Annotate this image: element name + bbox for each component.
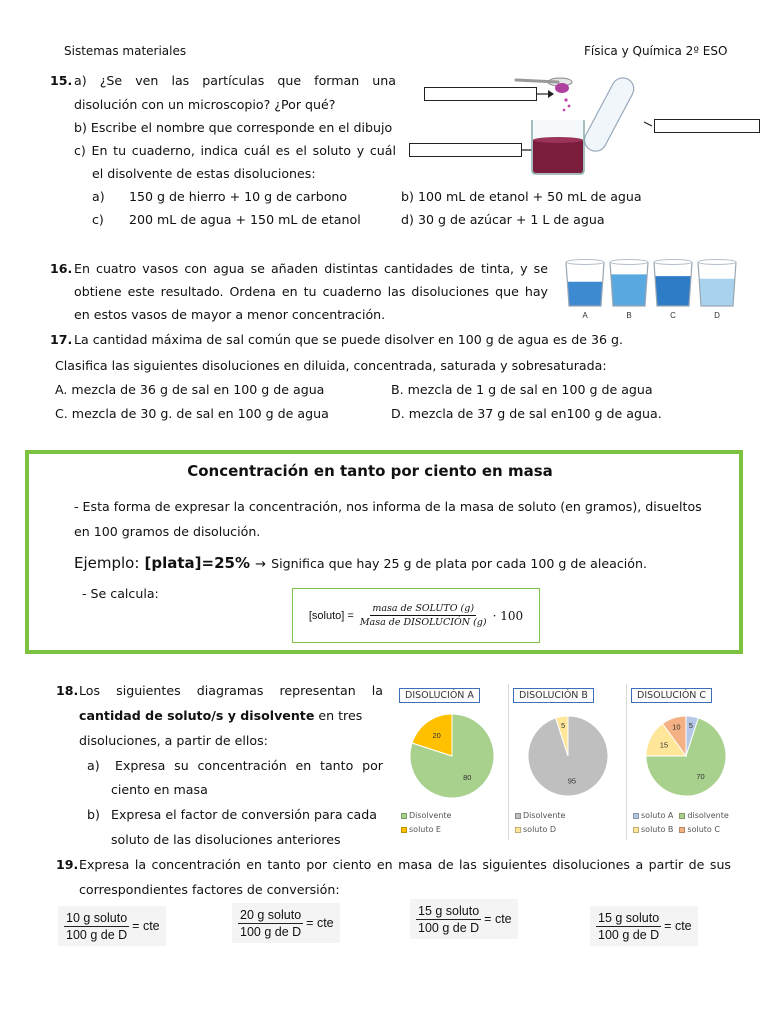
pie-chart-svg <box>627 708 745 808</box>
pie-slice-label: 95 <box>567 776 577 786</box>
cup-b <box>610 260 648 321</box>
pie-panel-3 <box>627 684 745 840</box>
legend-item <box>401 825 441 834</box>
q15-item-c-label: c) <box>92 212 104 227</box>
q18-line1: Los siguientes diagramas representan la <box>79 683 383 698</box>
q15-b: b) Escribe el nombre que corresponde en el dibujo <box>74 120 393 135</box>
pie-slice-label: 5 <box>688 721 693 731</box>
q15-item-d: d) 30 g de azúcar + 1 L de agua <box>401 212 605 227</box>
ink-cups-illustration <box>562 258 742 322</box>
q16-line1: En cuatro vasos con agua se añaden distintas cantidades de tinta, y se <box>74 261 548 276</box>
header-left: Sistemas materiales <box>64 44 187 58</box>
legend-label: Disolvente <box>523 811 566 820</box>
header-right: Física y Química 2º ESO <box>584 44 728 58</box>
q18-a-line1: Expresa su concentración en tanto por <box>115 758 383 773</box>
pie-legend-row <box>401 824 447 836</box>
pie-slice-label: 80 <box>463 773 472 783</box>
conversion-factor-4 <box>590 906 698 946</box>
q18-a-line2: ciento en masa <box>111 782 208 797</box>
cup-liquid <box>611 274 647 306</box>
conversion-factor-3 <box>410 899 518 939</box>
pie-title: DISOLUCIÓN A <box>399 688 480 703</box>
q17-number: 17. <box>50 332 73 347</box>
legend-swatch <box>633 813 639 819</box>
falling-particle <box>563 109 566 112</box>
factor-eq: = cte <box>484 912 512 926</box>
legend-swatch <box>515 827 521 833</box>
legend-label: soluto E <box>409 825 441 834</box>
example-label: Ejemplo: <box>74 554 140 572</box>
factor-denominator: 100 g de D <box>598 927 660 942</box>
pie-legend-row <box>515 810 571 822</box>
legend-item <box>633 811 673 820</box>
q18-line2: cantidad de soluto/s y disolvente en tres <box>79 708 363 723</box>
legend-item <box>401 811 451 820</box>
legend-swatch <box>401 827 407 833</box>
factor-numerator: 15 g soluto <box>598 910 660 925</box>
q15-c-line1: c) En tu cuaderno, indica cuál es el soluto y cuál <box>74 143 396 158</box>
concept-title: Concentración en tanto por ciento en masa <box>187 462 553 480</box>
cup-a <box>566 260 604 321</box>
q15-item-b: b) 100 mL de etanol + 50 mL de agua <box>401 189 642 204</box>
factor-eq: = cte <box>306 916 334 930</box>
factor-numerator: 20 g soluto <box>240 907 302 922</box>
q16-line3: en estos vasos de mayor a menor concentración. <box>74 307 386 322</box>
formula-left: [soluto] = <box>308 609 354 622</box>
legend-item <box>633 825 673 834</box>
q17-option-c: C. mezcla de 30 g. de sal en 100 g de agua <box>55 406 329 421</box>
cup-liquid <box>567 282 602 306</box>
cup-rim <box>610 260 648 265</box>
spoon-solute <box>555 83 569 93</box>
beaker-liquid <box>533 140 583 173</box>
arrow-icon: → <box>255 557 266 572</box>
pie-legend-row <box>633 824 726 836</box>
formula-fraction <box>358 603 489 628</box>
legend-swatch <box>679 827 685 833</box>
dissolution-illustration <box>420 70 765 180</box>
formula-denominator: Masa de DISOLUCIÓN (g) <box>359 617 487 628</box>
pie-chart-svg <box>395 708 509 808</box>
q15-a-line2: disolución con un microscopio? ¿Por qué? <box>74 97 336 112</box>
arrow-head-solute <box>548 90 554 98</box>
q18-number: 18. <box>56 683 79 698</box>
beaker-liquid-surface <box>533 137 583 143</box>
legend-swatch <box>401 813 407 819</box>
q17-line1: La cantidad máxima de sal común que se puede disolver en 100 g de agua es de 36 g. <box>74 332 623 347</box>
cup-rim <box>654 260 692 265</box>
q18-a-label: a) <box>87 758 100 773</box>
pie-panel-1 <box>395 684 509 840</box>
q15-c-line2: el disolvente de estas disoluciones: <box>92 166 316 181</box>
factor-denominator: 100 g de D <box>418 920 480 935</box>
q19-line1: Expresa la concentración en tanto por ciento en masa de las siguientes disoluciones a partir de sus <box>79 857 731 872</box>
arrow-line-solution <box>644 122 652 126</box>
legend-label: soluto C <box>687 825 720 834</box>
cup-label: D <box>714 311 720 320</box>
example-text: Significa que hay 25 g de plata por cada 100 g de aleación. <box>271 556 647 571</box>
pie-chart-svg <box>509 708 627 808</box>
q16-line2: obtiene este resultado. Ordena en tu cuaderno las disoluciones que hay <box>74 284 548 299</box>
test-tube <box>581 74 638 155</box>
factor-eq: = cte <box>132 919 160 933</box>
cup-label: A <box>582 311 588 320</box>
concept-line1: - Esta forma de expresar la concentración, nos informa de la masa de soluto (en gramos), disueltos <box>74 499 702 514</box>
cup-rim <box>698 260 736 265</box>
q19-number: 19. <box>56 857 79 872</box>
q17-option-d: D. mezcla de 37 g de sal en100 g de agua. <box>391 406 662 421</box>
q15-item-a-label: a) <box>92 189 105 204</box>
cup-c <box>654 260 692 321</box>
falling-particle <box>568 105 571 108</box>
q18-b-label: b) <box>87 807 100 822</box>
legend-item <box>515 825 556 834</box>
spoon-stem <box>516 80 558 82</box>
q18-b-line1: Expresa el factor de conversión para cada <box>111 807 377 822</box>
legend-swatch <box>515 813 521 819</box>
formula-box <box>292 588 540 643</box>
pie-slice-label: 15 <box>659 740 669 750</box>
pie-legend-row <box>401 810 457 822</box>
cup-label: C <box>670 311 676 320</box>
q17-line2: Clasifica las siguientes disoluciones en diluida, concentrada, saturada y sobresaturada: <box>55 358 607 373</box>
q15-number: 15. <box>50 73 73 88</box>
pie-charts <box>395 684 745 840</box>
pie-slice-label: 70 <box>696 772 705 782</box>
cup-liquid <box>655 276 691 306</box>
concept-example <box>74 553 647 572</box>
concept-calcula: - Se calcula: <box>82 586 159 601</box>
pie-slice-label: 10 <box>672 722 681 732</box>
q18-line3: disoluciones, a partir de ellos: <box>79 733 268 748</box>
q15-a-line1: a) ¿Se ven las partículas que forman una <box>74 73 396 88</box>
pie-slice-label: 20 <box>432 730 441 740</box>
pie-panel-2 <box>509 684 627 840</box>
pie-title: DISOLUCIÓN B <box>513 688 594 703</box>
legend-label: soluto A <box>641 811 674 820</box>
legend-item <box>515 811 565 820</box>
legend-label: soluto D <box>523 825 557 834</box>
q15-item-a: 150 g de hierro + 10 g de carbono <box>129 189 348 204</box>
q17-option-b: B. mezcla de 1 g de sal en 100 g de agua <box>391 382 653 397</box>
factor-numerator: 15 g soluto <box>418 903 480 918</box>
conversion-factor-1 <box>58 906 166 946</box>
formula-right: · 100 <box>492 608 524 623</box>
legend-item <box>679 825 720 834</box>
pie-title: DISOLUCIÓN C <box>631 688 712 703</box>
example-value: [plata]=25% <box>144 554 250 572</box>
pie-legend-row <box>515 824 562 836</box>
legend-label: disolvente <box>687 811 729 820</box>
conversion-factor-2 <box>232 903 340 943</box>
cup-label: B <box>626 311 632 320</box>
legend-swatch <box>633 827 639 833</box>
legend-swatch <box>679 813 685 819</box>
cup-liquid <box>699 279 735 306</box>
legend-label: soluto B <box>641 825 674 834</box>
legend-label: Disolvente <box>409 811 452 820</box>
pie-slice-label: 5 <box>561 721 566 731</box>
factor-eq: = cte <box>664 919 692 933</box>
q19-line2: correspondientes factores de conversión: <box>79 882 340 897</box>
q17-option-a: A. mezcla de 36 g de sal en 100 g de agua <box>55 382 325 397</box>
q15-item-c: 200 mL de agua + 150 mL de etanol <box>129 212 361 227</box>
concept-line2: en 100 gramos de disolución. <box>74 524 261 539</box>
factor-numerator: 10 g soluto <box>66 910 128 925</box>
legend-item <box>679 811 728 820</box>
factor-denominator: 100 g de D <box>66 927 128 942</box>
cup-rim <box>566 260 604 265</box>
factor-denominator: 100 g de D <box>240 924 302 939</box>
cup-d <box>698 260 736 321</box>
q18-b-line2: soluto de las disoluciones anteriores <box>111 832 341 847</box>
pie-legend-row <box>633 810 735 822</box>
q16-number: 16. <box>50 261 73 276</box>
falling-particle <box>564 98 567 101</box>
formula-numerator: masa de SOLUTO (g) <box>372 603 475 614</box>
